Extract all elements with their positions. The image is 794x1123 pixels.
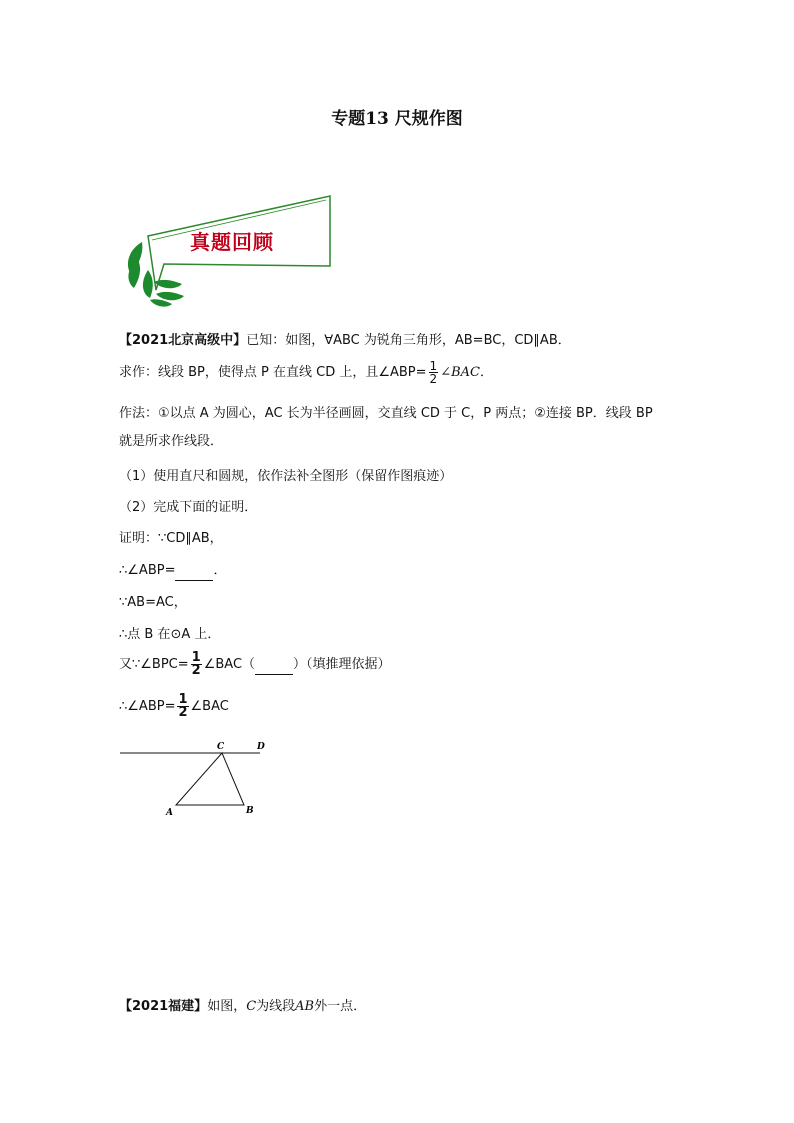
answer-blank[interactable] [255, 656, 293, 675]
q1-given: 已知：如图，∀ABC 为锐角三角形，AB=BC，CD∥AB． [246, 333, 571, 348]
q1-line-12 [119, 694, 229, 719]
fraction-numerator: 1 [429, 359, 438, 373]
fraction-denominator: 2 [429, 372, 438, 386]
proof-step-text: 又∵∠BPC= [119, 657, 189, 672]
q1-line-1 [119, 332, 571, 350]
q1-line-5: （1）使用直尺和圆规，依作法补全图形（保留作图痕迹） [119, 469, 453, 484]
proof-step-text: ∴∠ABP= [119, 563, 176, 578]
answer-blank[interactable] [175, 562, 213, 581]
var-c: C [246, 999, 257, 1014]
q2-text: 为线段 [256, 999, 296, 1014]
fraction-half [177, 694, 188, 719]
q1-line-11 [119, 652, 391, 677]
banner-label: 真题回顾 [190, 230, 274, 254]
q1-line-8 [119, 562, 226, 581]
label-c: C [217, 742, 225, 752]
proof-step-text: ∠BAC [190, 699, 229, 714]
q2-line-1 [119, 998, 366, 1016]
label-b: B [246, 806, 254, 816]
q2-text: 外一点． [314, 999, 367, 1014]
label-a: A [166, 808, 173, 818]
fraction-numerator: 1 [178, 692, 188, 707]
proof-step-text: ∴∠ABP= [119, 699, 176, 714]
q1-task-text: 求作：线段 BP，使得点 P 在直线 CD 上，且∠ABP= [119, 365, 427, 380]
page-title: 专题13 尺规作图 [331, 109, 463, 129]
q1-source-tag: 【2021北京高级中】 [119, 333, 247, 348]
period: ． [213, 563, 227, 578]
angle-bac: ∠BAC [440, 365, 480, 380]
leaf-icon [156, 292, 184, 300]
period: ． [479, 365, 493, 380]
leaf-icon [154, 280, 182, 288]
q2-source-tag: 【2021福建】 [119, 999, 208, 1014]
leaf-icon [150, 299, 172, 306]
var-ab: AB [295, 999, 315, 1014]
leaf-icon [143, 270, 153, 298]
proof-step-text: ）（填推理依据） [293, 657, 391, 672]
fraction-denominator: 2 [191, 663, 201, 678]
proof-step-text: ∠BAC（ [203, 657, 256, 672]
fraction-numerator: 1 [191, 650, 201, 665]
q2-text: 如图， [207, 999, 247, 1014]
q1-line-6: （2）完成下面的证明． [119, 500, 258, 515]
label-d: D [257, 742, 265, 752]
fraction-half [429, 360, 439, 385]
q1-line-4: 就是所求作线段． [119, 434, 224, 449]
triangle-abc [176, 753, 244, 805]
q1-line-9: ∵AB=AC， [119, 595, 187, 610]
q1-line-3: 作法：①以点 A 为圆心，AC 长为半径画圆，交直线 CD 于 C，P 两点；②连接 BP．线段 BP [119, 406, 653, 421]
fraction-half [191, 652, 202, 677]
triangle-figure [118, 738, 278, 818]
q1-line-7: 证明：∵CD∥AB， [119, 531, 223, 546]
fraction-denominator: 2 [178, 705, 188, 720]
q1-line-10: ∴点 B 在⊙A 上． [119, 627, 221, 642]
q1-line-2 [119, 360, 493, 385]
